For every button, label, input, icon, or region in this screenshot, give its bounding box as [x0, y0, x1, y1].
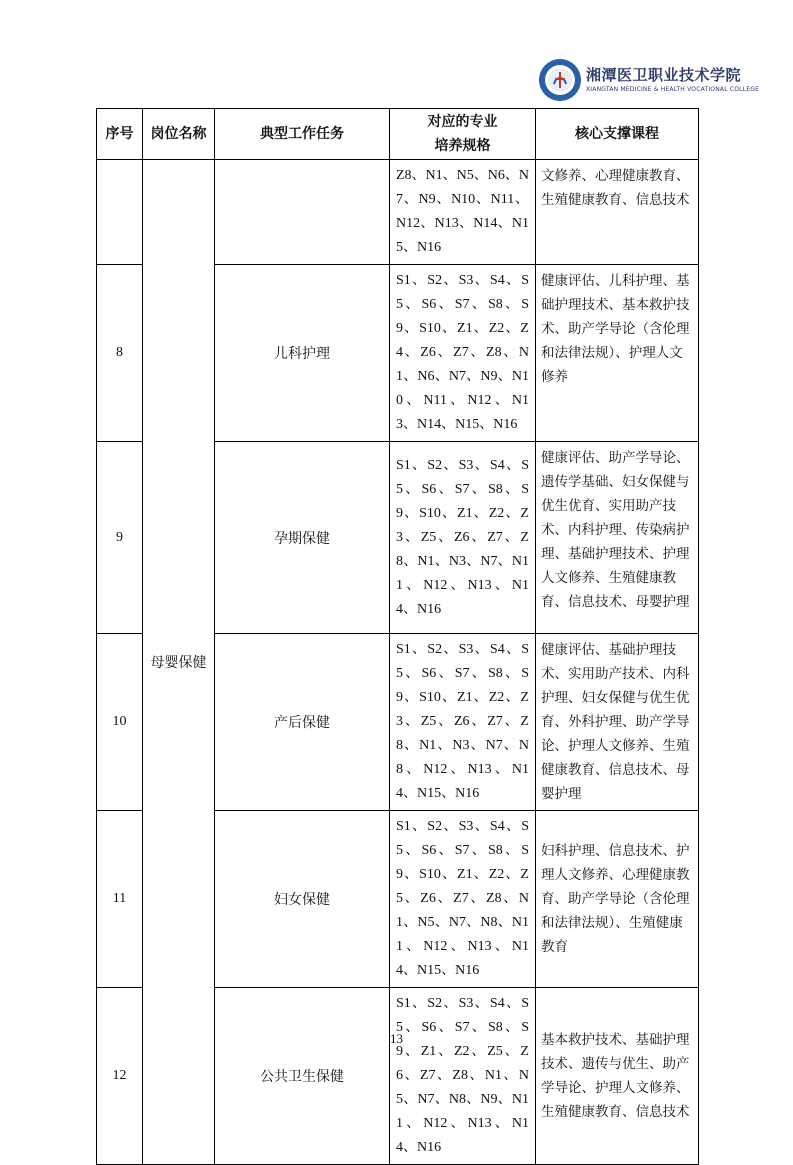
college-logo: [538, 58, 760, 104]
cell-spec: S1、S2、S3、S4、S5、S6、S7、S8、S9、S10、Z1、Z2、Z3、Z5、Z6、Z7、Z8、N1、N3、N7、N8、N12、N13、N14、N15、N16: [390, 634, 536, 811]
cell-course: 基本救护技术、基础护理技术、遗传与优生、助产学导论、护理人文修养、生殖健康教育、信息技术: [536, 988, 699, 1165]
cell-spec: Z8、N1、N5、N6、N7、N9、N10、N11、N12、N13、N14、N15、N16: [390, 160, 536, 265]
college-name-en: XIANGTAN MEDICINE & HEALTH VOCATIONAL COLLEGE: [586, 86, 760, 93]
cell-course: 健康评估、儿科护理、基础护理技术、基本救护技术、助产学导论（含伦理和法律法规）、护理人文修养: [536, 265, 699, 442]
cell-task: 公共卫生保健: [215, 988, 390, 1165]
cell-task: 产后保健: [215, 634, 390, 811]
cell-spec: S1、S2、S3、S4、S5、S6、S7、S8、S9、S10、Z1、Z2、Z3、Z5、Z6、Z7、Z8、N1、N3、N7、N11、N12、N13、N14、N16: [390, 442, 536, 634]
cell-spec: S1、S2、S3、S4、S5、S6、S7、S8、S9、S10、Z1、Z2、Z4、Z6、Z7、Z8、N1、N6、N7、N9、N10、N11、N12、N13、N14、N15、N16: [390, 265, 536, 442]
college-emblem-icon: [538, 58, 582, 102]
page-number: 13: [390, 1031, 403, 1046]
cell-post-merged: 母婴保健: [143, 160, 215, 1165]
cell-seq: 10: [97, 634, 143, 811]
table-row: [97, 160, 699, 265]
header-seq: 序号: [97, 109, 143, 160]
header-post: 岗位名称: [143, 109, 215, 160]
header-spec-line1: 对应的专业: [427, 114, 498, 130]
header-spec-line2: 培养规格: [434, 138, 491, 154]
cell-spec: S1、S2、S3、S4、S5、S6、S7、S8、S9、Z1、Z2、Z5、Z6、Z7、Z8、N1、N5、N7、N8、N9、N11、N12、N13、N14、N16: [390, 988, 536, 1165]
cell-seq: 9: [97, 442, 143, 634]
cell-task: 孕期保健: [215, 442, 390, 634]
header-spec: [390, 109, 536, 160]
cell-spec: S1、S2、S3、S4、S5、S6、S7、S8、S9、S10、Z1、Z2、Z5、Z6、Z7、Z8、N1、N5、N7、N8、N11、N12、N13、N14、N15、N16: [390, 811, 536, 988]
cell-course: 文修养、心理健康教育、生殖健康教育、信息技术: [536, 160, 699, 265]
college-name: 湘潭医卫职业技术学院: [586, 66, 742, 84]
header-task: 典型工作任务: [215, 109, 390, 160]
cell-seq: 12: [97, 988, 143, 1165]
header-course: 核心支撑课程: [536, 109, 699, 160]
cell-seq: 11: [97, 811, 143, 988]
cell-course: 健康评估、基础护理技术、实用助产技术、内科护理、妇女保健与优生优育、外科护理、助产学导论、护理人文修养、生殖健康教育、信息技术、母婴护理: [536, 634, 699, 811]
cell-task: 儿科护理: [215, 265, 390, 442]
cell-course: 妇科护理、信息技术、护理人文修养、心理健康教育、助产学导论（含伦理和法律法规）、生殖健康教育: [536, 811, 699, 988]
table-header-row: [97, 109, 699, 160]
training-table: [96, 108, 699, 1165]
cell-task: [215, 160, 390, 265]
cell-task: 妇女保健: [215, 811, 390, 988]
cell-course: 健康评估、助产学导论、遗传学基础、妇女保健与优生优育、实用助产技术、内科护理、传染病护理、基础护理技术、护理人文修养、生殖健康教育、信息技术、母婴护理: [536, 442, 699, 634]
cell-seq: [97, 160, 143, 265]
cell-seq: 8: [97, 265, 143, 442]
